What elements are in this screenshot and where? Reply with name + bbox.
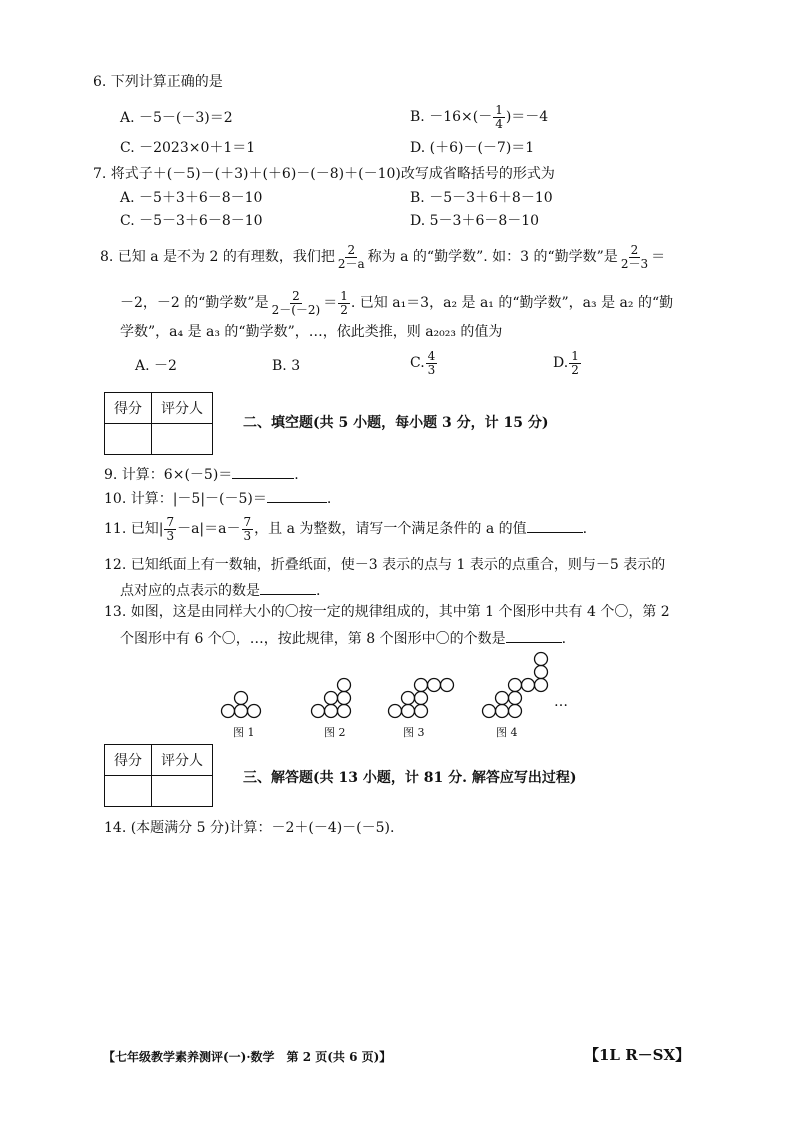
figure-4-label: 图 4 — [496, 726, 518, 739]
score-header: 得分 — [105, 745, 152, 776]
q8-option-a: A. －2 — [135, 358, 177, 374]
score-table-section-3 — [104, 744, 213, 807]
figure-3-circles — [389, 679, 454, 718]
q11-end: . — [582, 521, 588, 538]
grader-cell[interactable] — [152, 776, 213, 807]
q11-post: ，且 a 为整数，请写一个满足条件的 a 的值 — [254, 521, 527, 538]
q11-mid: －a|＝a－ — [177, 521, 241, 538]
q12-end: . — [316, 583, 321, 599]
q8-line-2-pre: －2，－2 的“勤学数”是 — [120, 295, 269, 312]
fraction-denominator: 4 — [495, 116, 503, 131]
fraction-denominator: 2 — [571, 362, 579, 377]
figure-2-label: 图 2 — [324, 726, 346, 739]
fraction-numerator: 1 — [340, 289, 348, 303]
figure-4-circles — [483, 653, 548, 718]
q12-line-1: 12. 已知纸面上有一数轴，折叠纸面，使－3 表示的点与 1 表示的点重合，则与－5 表示的 — [104, 557, 666, 573]
figure-2-circles — [312, 679, 351, 718]
q10-end: . — [326, 491, 332, 507]
q6-option-b-pre: B. －16×(－ — [410, 109, 493, 126]
section-2-heading: 二、填空题(共 5 小题，每小题 3 分，计 15 分) — [243, 415, 549, 431]
q14: 14. (本题满分 5 分)计算：－2＋(－4)－(－5). — [104, 820, 395, 836]
figures-ellipsis: … — [554, 694, 568, 710]
q13-line-1: 13. 如图，这是由同样大小的〇按一定的规律组成的，其中第 1 个图形中共有 4 个〇，第 2 — [104, 604, 670, 620]
q13-end: . — [561, 631, 567, 647]
figure-3-label: 图 3 — [403, 726, 425, 739]
q8-line-1-pre: 8. 已知 a 是不为 2 的有理数，我们把 — [100, 249, 335, 266]
fraction-numerator: 7 — [243, 515, 252, 529]
fraction-numerator: 7 — [166, 515, 175, 529]
grader-header: 评分人 — [152, 393, 213, 424]
q8-option-b: B. 3 — [272, 358, 301, 374]
fraction-denominator: 2－(－2) — [271, 302, 321, 317]
q8-line-2-eq: ＝ — [323, 295, 338, 312]
q9-end: . — [294, 467, 299, 483]
q8-option-c-label: C. — [410, 355, 425, 372]
q6-option-b-post: )＝－4 — [505, 109, 549, 126]
q7-stem: 7. 将式子＋(－5)－(＋3)＋(＋6)－(－8)＋(－10)改写成省略括号的形式为 — [93, 166, 555, 182]
q8-line-3: 学数”，a₄ 是 a₃ 的“勤学数”，…，依此类推，则 a₂₀₂₃ 的值为 — [120, 324, 503, 340]
q8-option-d-label: D. — [553, 355, 569, 372]
fraction-denominator: 2－a — [337, 256, 365, 271]
q11-pre: 11. 已知| — [104, 521, 164, 538]
q7-option-a: A. －5＋3＋6－8－10 — [120, 190, 263, 206]
q6-option-d: D. (＋6)－(－7)＝1 — [410, 140, 535, 156]
q10-text: 10. 计算：|－5|－(－5)＝ — [104, 491, 267, 507]
q8-line-1-mid: 称为 a 的“勤学数”. 如：3 的“勤学数”是 — [367, 249, 618, 266]
q6-option-c: C. －2023×0＋1＝1 — [120, 140, 256, 156]
q7-option-d: D. 5－3＋6－8－10 — [410, 213, 540, 229]
fraction-numerator: 2 — [292, 289, 300, 303]
score-header: 得分 — [105, 393, 152, 424]
grader-header: 评分人 — [152, 745, 213, 776]
section-3-heading: 三、解答题(共 13 小题，计 81 分. 解答应写出过程) — [243, 770, 577, 786]
q12-text: 点对应的点表示的数是 — [120, 583, 260, 599]
fraction-numerator: 2 — [347, 243, 356, 257]
q13-text: 个图形中有 6 个〇，…，按此规律，第 8 个图形中〇的个数是 — [120, 631, 506, 647]
q7-option-c: C. －5－3＋6－8－10 — [120, 213, 263, 229]
q8-line-2-post: . 已知 a₁＝3，a₂ 是 a₁ 的“勤学数”，a₃ 是 a₂ 的“勤 — [350, 295, 674, 312]
fraction-numerator: 2 — [630, 243, 639, 257]
q6-stem: 6. 下列计算正确的是 — [93, 74, 223, 90]
fraction-denominator: 2 — [340, 302, 348, 317]
score-cell[interactable] — [105, 776, 152, 807]
fraction-denominator: 3 — [166, 528, 175, 543]
q7-option-b: B. －5－3＋6＋8－10 — [410, 190, 553, 206]
figure-1-label: 图 1 — [233, 726, 255, 739]
fraction-denominator: 3 — [243, 528, 252, 543]
fraction-denominator: 2－3 — [620, 256, 649, 271]
fraction-numerator: 1 — [495, 103, 503, 117]
footer-code: 【1L R－SX】 — [584, 1046, 691, 1064]
footer-page-info: 【七年级教学素养测评(一)·数学 第 2 页(共 6 页)】 — [103, 1050, 392, 1064]
fraction-denominator: 3 — [427, 362, 436, 377]
fraction-numerator: 4 — [427, 349, 436, 363]
q9-text: 9. 计算：6×(－5)＝ — [104, 467, 233, 483]
figure-1-circles — [222, 692, 261, 718]
q6-option-a: A. －5－(－3)＝2 — [120, 110, 233, 126]
q8-line-1-end: ＝ — [651, 249, 666, 266]
fraction-numerator: 1 — [571, 349, 579, 363]
